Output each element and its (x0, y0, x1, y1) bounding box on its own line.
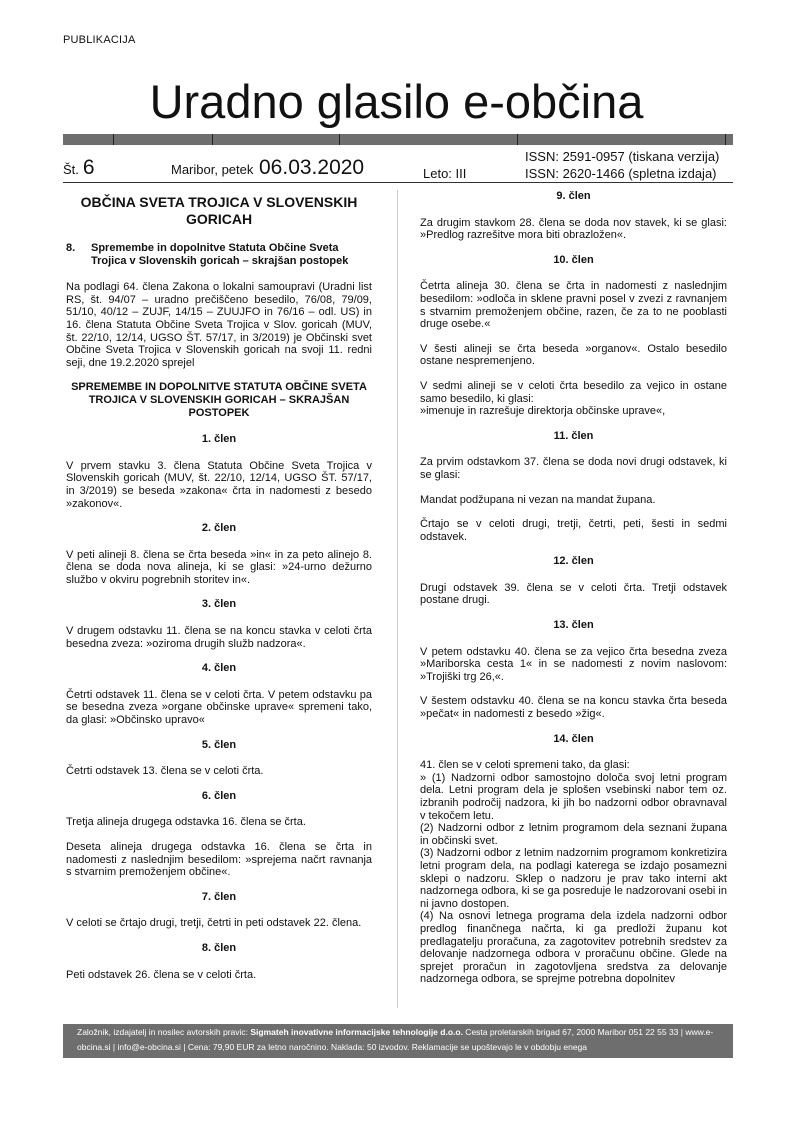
article-line: 41. člen se v celoti spremeni tako, da glasi: (420, 759, 630, 772)
article-paragraph: V prvem stavku 3. člena Statuta Občine Sveta Trojica v Slovenskih goricah (MUV, št. 22/10, 12/14, UGSO ŠT. 57/17, in 3/2019) se beseda »zakona« črta in nadomesti z besedo »zakonov«. (66, 459, 372, 510)
intro-paragraph: Na podlagi 64. člena Zakona o lokalni samoupravi (Uradni list RS, št. 94/07 – uradno prečiščeno besedilo, 76/08, 79/09, 51/10, 40/12 – ZUJF, 14/15 – ZUUJFO in 76/16 – odl. US) in 16. člena Statuta Občine Sveta Trojica v Slov. goricah (MUV, št. 22/10, 12/14, UGSO ŠT. 57/17, in 3/2019) je Občinski svet Občine Sveta Trojica v Slovenskih goricah na svoji 11. redni seji, dne 19.2.2020 sprejel (66, 281, 372, 369)
bar-tick (212, 134, 213, 145)
footer-prefix: Založnik, izdajatelj in nosilec avtorskih pravic: (77, 1027, 251, 1037)
issn-print: ISSN: 2591-0957 (tiskana verzija) (525, 149, 720, 164)
article-heading: 5. člen (201, 738, 237, 751)
article-paragraph: Četrti odstavek 13. člena se v celoti črta. (66, 765, 264, 778)
article-heading: 1. člen (201, 433, 237, 446)
article-heading: 10. člen (553, 253, 594, 266)
right-column (420, 190, 727, 986)
article-heading: 12. člen (553, 555, 594, 568)
bar-tick (339, 134, 340, 145)
article-paragraph: V petem odstavku 40. člena se za vejico črta besedna zveza »Mariborska cesta 1« in se nadomesti z novim naslovom: »Trojiški trg 26,«. (420, 645, 727, 683)
footer-email-link[interactable]: info@e-obcina.si (117, 1042, 181, 1052)
article-paragraph: Drugi odstavek 39. člena se v celoti črta. Tretji odstavek postane drugi. (420, 581, 727, 607)
issue-place-date (171, 156, 364, 180)
document-title: SPREMEMBE IN DOPOLNITVE STATUTA OBČINE SVETA TROJICA V SLOVENSKIH GORICAH – SKRAJŠAN POSTOPEK (71, 381, 367, 419)
issue-value: 6 (82, 156, 95, 179)
article-paragraph: Tretja alineja drugega odstavka 16. člena se črta. (66, 816, 306, 829)
article-quote: »imenuje in razrešuje direktorja občinske uprave«, (420, 405, 666, 418)
issue-place: Maribor, petek (171, 162, 254, 177)
left-column (66, 190, 372, 993)
article-heading: 8. člen (201, 941, 237, 954)
header-rule (63, 182, 733, 183)
issue-label: Št. (63, 162, 79, 177)
article-heading: 4. člen (201, 662, 237, 675)
article-heading: 14. člen (553, 732, 594, 745)
bar-tick (725, 134, 726, 145)
article-paragraph: V drugem odstavku 11. člena se na koncu stavka v celoti črta besedna zveza: »oziroma drugih služb nadzora«. (66, 625, 372, 650)
publication-label: PUBLIKACIJA (63, 34, 136, 46)
article-paragraph: Črtajo se v celoti drugi, tretji, četrti, peti, šesti in sedmi odstavek. (420, 518, 727, 543)
issue-year: Leto: III (423, 166, 467, 181)
article-paragraph: Deseta alineja drugega odstavka 16. člena se črta in nadomesti z naslednjim besedilom: »sprejema načrt ravnanja s stvarnim premoženjem občine«. (66, 841, 372, 879)
municipality-heading: OBČINA SVETA TROJICA V SLOVENSKIH GORICAH (80, 194, 358, 227)
bar-tick (517, 134, 518, 145)
article-line: (2) Nadzorni odbor z letnim programom dela seznani župana in občinski svet. (420, 822, 727, 847)
article-heading: 2. člen (201, 522, 237, 535)
article-heading: 9. člen (556, 190, 591, 202)
footer-rest: | Cena: 79,90 EUR za letno naročnino. Naklada: 50 izvodov. Reklamacije se upoštevajo le v obdobju enega (180, 1042, 588, 1052)
header-bar (63, 134, 733, 145)
article-heading: 6. člen (201, 789, 237, 802)
article-paragraph: Četrta alineja 30. člena se črta in nadomesti z naslednjim besedilom: »odloča in sklene pravni posel v zvezi z ravnanjem s stvarnim premoženjem občine, razen, če za to ne pooblasti druge osebe.« (420, 280, 727, 331)
publisher-footer (63, 1024, 733, 1058)
footer-web-link[interactable]: www.e-obcina.si (77, 1027, 714, 1052)
article-paragraph: V sedmi alineji se v celoti črta besedilo za vejico in ostane samo besedilo, ki glasi: (420, 379, 727, 405)
article-heading: 7. člen (201, 890, 237, 903)
article-paragraph: Četrti odstavek 11. člena se v celoti črta. V petem odstavku pa se besedna zveza »organe občinske uprave« spremeni tako, da glasi: »Občinsko upravo« (66, 688, 372, 727)
article-paragraph: V peti alineji 8. člena se črta beseda »in« in za peto alinejo 8. člena se doda nova alineja, ki se glasi: »24-urno dežurno službo v okviru pogrebnih storitev in«. (66, 548, 372, 586)
article-paragraph: Peti odstavek 26. člena se v celoti črta. (66, 968, 257, 981)
issue-date: 06.03.2020 (259, 156, 365, 179)
article-heading: 13. člen (553, 619, 594, 632)
footer-address: Cesta proletarskih brigad 67, 2000 Maribor 051 22 55 33 | (462, 1027, 686, 1037)
article-line: (4) Na osnovi letnega programa dela izdela nadzorni odbor predlog finančnega načrta, ki ga predloži županu kot predlagatelju proračuna, za zagotovitev potrebnih sredstev za delovanje nadzornega odbora v proračunu občine. Glede na sprejet proračun in zagotovljena sredstva za delovanje nadzornega odbora, se sprejme potrebna dopolnitev (420, 910, 727, 986)
article-heading: 3. člen (201, 598, 237, 611)
article-paragraph: V šestem odstavku 40. člena se na koncu stavka črta beseda »pečat« in nadomesti z besedo »žig«. (420, 695, 727, 721)
article-paragraph: Za drugim stavkom 28. člena se doda nov stavek, ki se glasi: »Predlog razrešitve mora biti obrazložen«. (420, 216, 727, 242)
article-heading: 11. člen (553, 429, 594, 442)
article-paragraph: V šesti alineji se črta beseda »organov«. Ostalo besedilo ostane nespremenjeno. (420, 342, 727, 368)
article-paragraph: V celoti se črtajo drugi, tretji, četrti in peti odstavek 22. člena. (66, 917, 362, 930)
bar-tick (113, 134, 114, 145)
item-title: Spremembe in dopolnitve Statuta Občine Sveta Trojica v Slovenskih goricah – skrajšan postopek (91, 242, 349, 267)
column-divider (397, 190, 398, 1008)
article-line: » (1) Nadzorni odbor samostojno določa svoj letni program dela. Letni program dela je splošen vsebinski nabor tem oz. izbranih področij nadzora, ki jih bo nadzorni odbor obravnaval v tekočem letu. (420, 771, 727, 822)
issn-online: ISSN: 2620-1466 (spletna izdaja) (525, 166, 717, 181)
footer-separator: | (110, 1042, 118, 1052)
item-number: 8. (66, 242, 76, 254)
article-paragraph: Mandat podžupana ni vezan na mandat župana. (420, 493, 656, 506)
footer-publisher: Sigmateh inovativne informacijske tehnologije d.o.o. (250, 1027, 463, 1037)
issue-number (63, 156, 95, 180)
article-paragraph: Za prvim odstavkom 37. člena se doda novi drugi odstavek, ki se glasi: (420, 456, 727, 481)
article-line: (3) Nadzorni odbor z letnim nadzornim programom konkretizira letni program dela, na podlagi katerega se izdajo posamezni sklepi o nadzoru. Sklep o nadzoru je prav tako interni akt nadzornega odbora, ki se ga posreduje le nadzorovani osebi in ni javno dostopen. (420, 847, 727, 910)
gazette-title: Uradno glasilo e-občina (149, 75, 644, 128)
item-heading (66, 242, 372, 267)
